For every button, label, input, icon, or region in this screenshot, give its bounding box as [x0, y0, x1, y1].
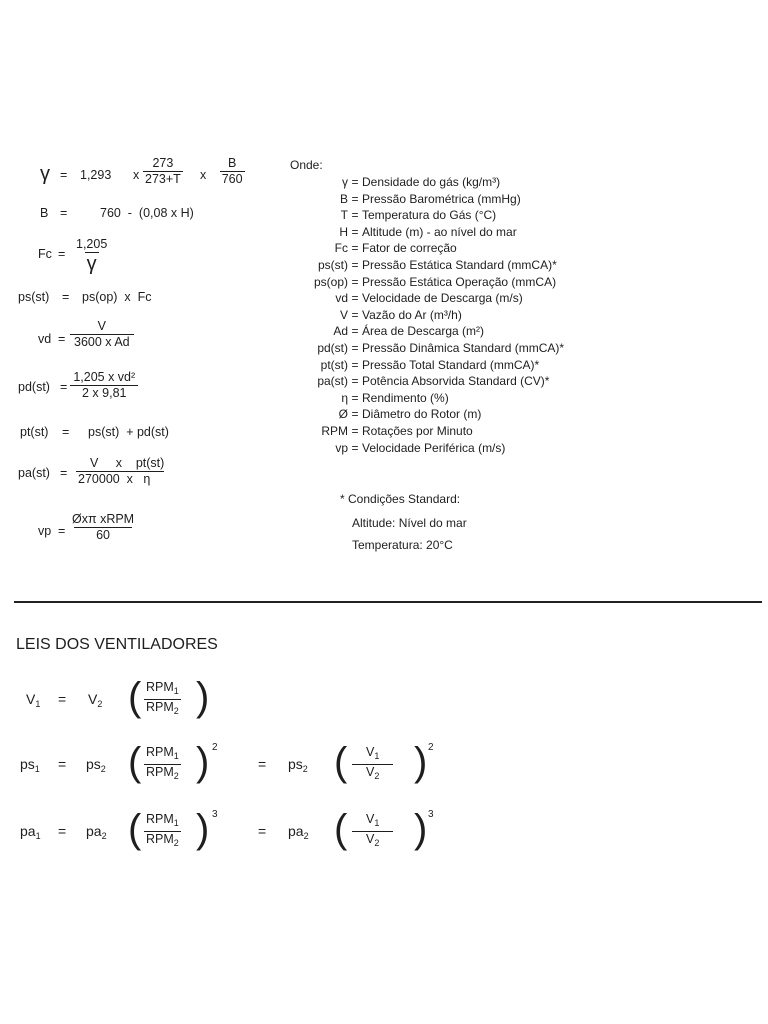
legend-symbol: ps(st) — [318, 258, 348, 272]
numerator: B — [228, 156, 237, 170]
law-rhs: $pa_2$ — [86, 823, 107, 841]
equals-sign: = — [58, 691, 67, 707]
legend-item — [290, 274, 556, 291]
legend-item — [290, 290, 523, 307]
legend-item — [290, 340, 564, 357]
formula-lhs: pt(st) — [20, 425, 49, 439]
equals-sign: = — [58, 332, 66, 346]
legend-description: Velocidade de Descarga (m/s) — [362, 291, 523, 306]
equals-sign: = — [58, 823, 67, 839]
legend-item — [290, 257, 557, 274]
legend-description: Pressão Total Standard (mmCA)* — [362, 357, 540, 372]
legend-item — [290, 191, 521, 208]
numerator: $V_1$ — [366, 745, 380, 761]
legend-item — [290, 224, 517, 241]
equals-sign: = — [351, 224, 359, 239]
legend-item — [290, 373, 549, 390]
fraction-pressure — [212, 157, 252, 186]
legend-symbol: pd(st) — [317, 341, 348, 355]
denominator: 3600 x Ad — [70, 334, 134, 349]
left-parenthesis: ( — [334, 807, 348, 851]
numerator: $RPM_1$ — [146, 745, 179, 761]
denominator: 60 — [74, 527, 132, 542]
equals-sign: = — [258, 823, 267, 839]
legend-description: Rendimento (%) — [362, 390, 449, 405]
rpm-ratio — [144, 681, 181, 718]
fraction-peripheral — [70, 513, 136, 542]
legend-item — [290, 307, 462, 324]
equals-sign: = — [351, 208, 359, 223]
legend-item — [290, 423, 473, 440]
numerator: V — [97, 319, 106, 333]
equals-sign: = — [351, 324, 359, 339]
denominator: $V_2$ — [352, 831, 393, 850]
law-lhs: $ps_1$ — [20, 756, 40, 774]
numerator: 1,205 x vd² — [73, 370, 136, 384]
equals-sign: = — [62, 290, 70, 304]
legend-item — [290, 207, 496, 224]
legend-description: Temperatura do Gás (°C) — [362, 208, 497, 223]
right-parenthesis: ) — [196, 807, 210, 851]
law-rhs-2: $pa_2$ — [288, 823, 309, 841]
legend-symbol: vp — [335, 440, 348, 455]
legend-description: Velocidade Periférica (m/s) — [362, 440, 506, 455]
formula-rhs: 760 - (0,08 x H) — [100, 206, 194, 220]
legend-description: Diâmetro do Rotor (m) — [362, 407, 482, 422]
formula-lhs: Fc — [38, 247, 52, 261]
law-rhs: $ps_2$ — [86, 756, 106, 774]
standard-temperature: Temperatura: 20°C — [352, 538, 453, 552]
formula-lhs: ps(st) — [18, 290, 50, 304]
exponent: 3 — [212, 809, 218, 820]
legend-symbol: Ad — [333, 324, 348, 339]
denominator: 2 x 9,81 — [70, 385, 138, 400]
left-parenthesis: ( — [128, 740, 142, 784]
equals-sign: = — [258, 756, 267, 772]
gamma-symbol: γ — [40, 163, 50, 185]
legend-item — [290, 357, 539, 374]
legend-symbol: H — [339, 224, 348, 239]
law-lhs: $pa_1$ — [20, 823, 41, 841]
formula-rhs: ps(op) x Fc — [82, 290, 152, 304]
legend-description: Rotações por Minuto — [362, 424, 473, 438]
equals-sign: = — [351, 424, 359, 438]
denominator: 273+T — [145, 172, 181, 186]
denominator: 760 — [221, 172, 243, 186]
legend-symbol: γ — [342, 175, 348, 189]
exponent: 3 — [428, 809, 434, 820]
standard-conditions-title: * Condições Standard: — [340, 492, 461, 506]
laws-title: LEIS DOS VENTILADORES — [16, 636, 218, 653]
legend-symbol: T — [340, 208, 348, 223]
equals-sign: = — [58, 756, 67, 772]
legend-symbol: V — [339, 307, 348, 322]
flow-ratio — [352, 813, 393, 850]
equals-sign: = — [351, 374, 359, 389]
legend-description: Vazão do Ar (m³/h) — [362, 307, 462, 322]
formula-rhs: ps(st) + pd(st) — [88, 425, 169, 439]
right-parenthesis: ) — [196, 675, 210, 719]
legend-symbol: Fc — [334, 241, 348, 256]
legend-item — [290, 440, 505, 457]
rpm-ratio — [144, 746, 181, 783]
denominator: $RPM_2$ — [146, 700, 179, 716]
legend-description: Área de Descarga (m²) — [362, 324, 485, 339]
law-rhs-2: $ps_2$ — [288, 756, 308, 774]
legend-description: Densidade do gás (kg/m³) — [362, 175, 501, 189]
equals-sign: = — [351, 291, 359, 306]
legend-symbol: Ø — [338, 407, 348, 422]
equals-sign: = — [351, 341, 359, 355]
equals-sign: = — [351, 390, 359, 405]
fraction-correction — [68, 238, 115, 274]
fraction-temperature — [143, 157, 183, 186]
numerator: 273 — [152, 156, 174, 170]
equals-sign: = — [351, 440, 359, 455]
denominator: $RPM_2$ — [146, 765, 179, 781]
flow-ratio — [352, 746, 393, 783]
equals-sign: = — [351, 258, 359, 272]
legend-item — [290, 323, 484, 340]
right-parenthesis: ) — [414, 740, 428, 784]
numerator: V x pt(st) — [90, 456, 165, 470]
legend-title: Onde: — [290, 158, 323, 172]
right-parenthesis: ) — [196, 740, 210, 784]
legend-description: Pressão Estática Operação (mmCA) — [362, 274, 557, 289]
legend-description: Altitude (m) - ao nível do mar — [362, 224, 517, 239]
legend-symbol: η — [341, 390, 348, 405]
denominator: 270000 x η — [76, 471, 164, 486]
equals-sign: = — [58, 524, 66, 538]
equals-sign: = — [62, 425, 70, 439]
formula-lhs: pd(st) — [18, 380, 50, 394]
left-parenthesis: ( — [128, 807, 142, 851]
legend-description: Fator de correção — [362, 241, 457, 256]
coefficient: 1,293 — [80, 168, 112, 182]
legend-item — [290, 390, 449, 407]
equals-sign: = — [351, 357, 359, 372]
exponent: 2 — [212, 742, 218, 753]
legend-description: Pressão Barométrica (mmHg) — [362, 191, 521, 206]
legend-description: Pressão Dinâmica Standard (mmCA)* — [362, 341, 565, 355]
legend-symbol: ps(op) — [313, 274, 348, 289]
formula-lhs: vp — [38, 524, 52, 538]
formula-lhs: pa(st) — [18, 466, 50, 480]
equals-sign: = — [60, 168, 68, 182]
numerator: Øxπ xRPM — [72, 512, 135, 526]
equals-sign: = — [60, 206, 68, 220]
numerator: $RPM_1$ — [146, 680, 179, 696]
law-rhs: $V_2$ — [88, 691, 103, 709]
left-parenthesis: ( — [334, 740, 348, 784]
gamma-symbol: γ — [86, 253, 97, 275]
legend-symbol: RPM — [321, 424, 348, 438]
exponent: 2 — [428, 742, 434, 753]
formula-lhs: B — [40, 206, 49, 220]
fraction-dynamic — [70, 371, 138, 400]
numerator: $RPM_1$ — [146, 812, 179, 828]
equals-sign: = — [351, 191, 359, 206]
law-lhs: $V_1$ — [26, 691, 41, 709]
equals-sign: = — [351, 175, 359, 189]
legend-symbol: pa(st) — [317, 374, 348, 389]
times-sign: x — [200, 168, 207, 182]
rpm-ratio — [144, 813, 181, 850]
denominator: $V_2$ — [352, 764, 393, 783]
left-parenthesis: ( — [128, 675, 142, 719]
right-parenthesis: ) — [414, 807, 428, 851]
times-sign: x — [133, 168, 140, 182]
legend-symbol: vd — [335, 291, 348, 306]
numerator: 1,205 — [76, 237, 108, 251]
equals-sign: = — [58, 247, 66, 261]
standard-altitude: Altitude: Nível do mar — [352, 516, 467, 530]
equals-sign: = — [351, 241, 359, 256]
equals-sign: = — [60, 380, 68, 394]
legend-item — [290, 174, 500, 191]
legend-symbol: pt(st) — [320, 357, 348, 372]
section-divider — [14, 601, 762, 603]
denominator: $RPM_2$ — [146, 832, 179, 848]
fraction-velocity — [70, 320, 134, 349]
fraction-power — [70, 457, 170, 486]
equals-sign: = — [60, 466, 68, 480]
equals-sign: = — [351, 274, 359, 289]
legend-item — [290, 240, 457, 257]
formula-lhs: vd — [38, 332, 52, 346]
equals-sign: = — [351, 407, 359, 422]
numerator: $V_1$ — [366, 812, 380, 828]
legend-item — [290, 406, 481, 423]
legend-description: Potência Absorvida Standard (CV)* — [362, 374, 550, 389]
legend-description: Pressão Estática Standard (mmCA)* — [362, 258, 557, 272]
equals-sign: = — [351, 307, 359, 322]
legend-symbol: B — [339, 191, 348, 206]
